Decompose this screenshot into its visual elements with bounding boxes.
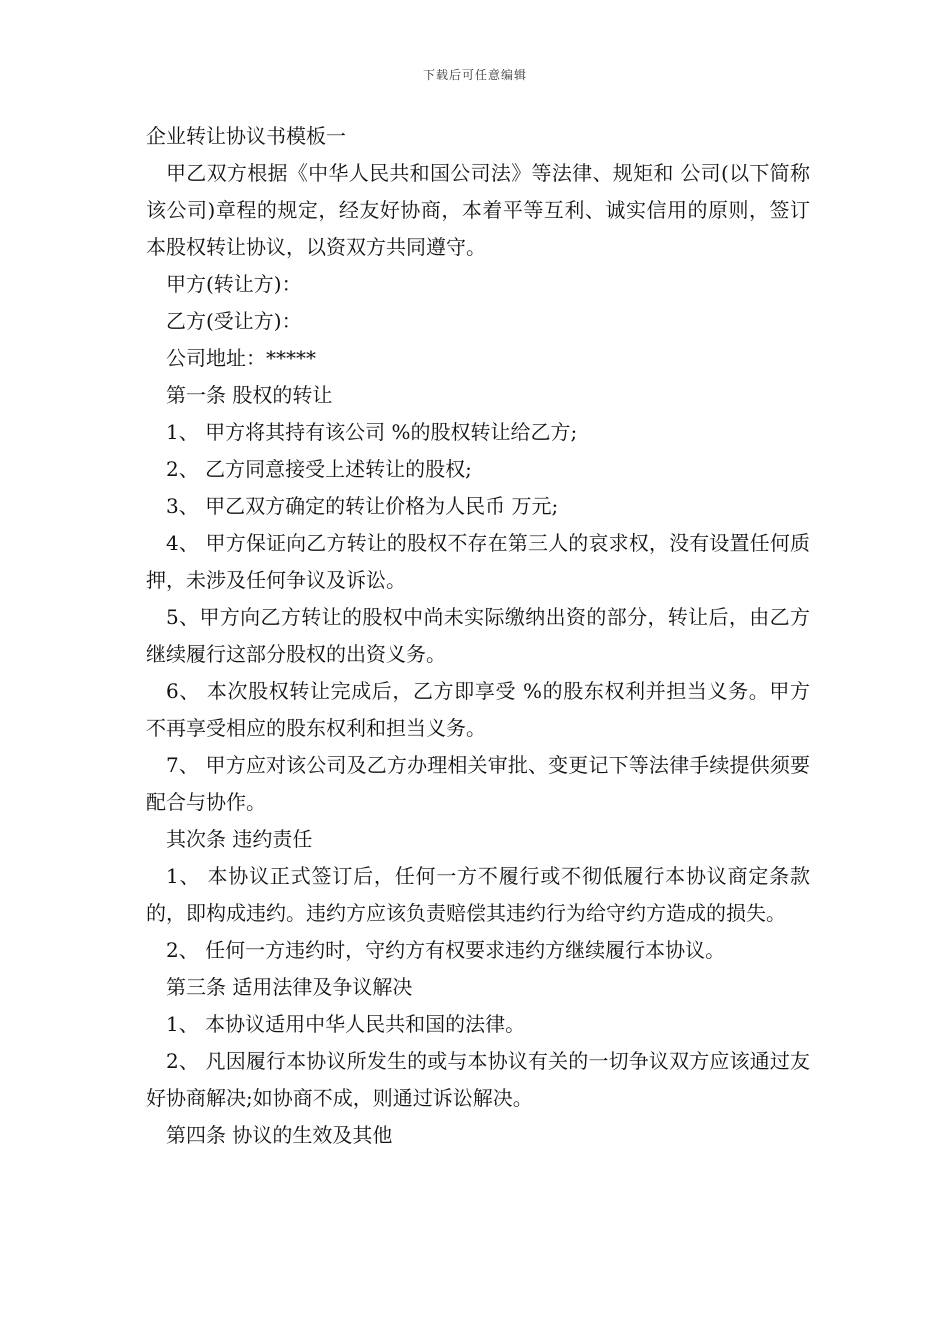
party-b-line: 乙方(受让方)： bbox=[166, 309, 302, 333]
article-3-heading: 第三条 适用法律及争议解决 bbox=[166, 975, 413, 999]
document-body bbox=[146, 118, 810, 1154]
page-header-note: 下载后可任意编辑 bbox=[422, 68, 527, 82]
article-1-clause-3: 3、 甲乙双方确定的转让价格为人民币 万元; bbox=[166, 494, 559, 518]
article-1-clause-6: 6、 本次股权转让完成后，乙方即享受 %的股东权利并担当义务。甲方不再享受相应的股东权利和担当义务。 bbox=[146, 679, 810, 740]
party-a-line: 甲方(转让方)： bbox=[166, 272, 302, 296]
article-2-heading: 其次条 违约责任 bbox=[166, 827, 313, 851]
article-3-clause-2: 2、 凡因履行本协议所发生的或与本协议有关的一切争议双方应该通过友好协商解决;如协商不成，则通过诉讼解决。 bbox=[146, 1049, 810, 1110]
article-4-heading: 第四条 协议的生效及其他 bbox=[166, 1123, 393, 1147]
article-2-clause-2: 2、 任何一方违约时，守约方有权要求违约方继续履行本协议。 bbox=[166, 938, 726, 962]
article-1-clause-1: 1、 甲方将其持有该公司 %的股权转让给乙方; bbox=[166, 420, 578, 444]
article-1-clause-4: 4、 甲方保证向乙方转让的股权不存在第三人的哀求权，没有设置任何质押，未涉及任何争议及诉讼。 bbox=[146, 531, 810, 592]
article-1-clause-2: 2、 乙方同意接受上述转让的股权; bbox=[166, 457, 472, 481]
article-1-clause-7: 7、 甲方应对该公司及乙方办理相关审批、变更记下等法律手续提供须要配合与协作。 bbox=[146, 753, 810, 814]
article-3-clause-1: 1、 本协议适用中华人民共和国的法律。 bbox=[166, 1012, 526, 1036]
article-1-clause-5: 5、甲方向乙方转让的股权中尚未实际缴纳出资的部分，转让后，由乙方继续履行这部分股权的出资义务。 bbox=[146, 605, 810, 666]
article-2-clause-1: 1、 本协议正式签订后，任何一方不履行或不彻低履行本协议商定条款的，即构成违约。违约方应该负责赔偿其违约行为给守约方造成的损失。 bbox=[146, 864, 810, 925]
article-1-heading: 第一条 股权的转让 bbox=[166, 383, 333, 407]
document-title: 企业转让协议书模板一 bbox=[146, 124, 346, 148]
preamble-paragraph: 甲乙双方根据《中华人民共和国公司法》等法律、规矩和 公司(以下简称该公司)章程的规定，经友好协商，本着平等互利、诚实信用的原则，签订本股权转让协议，以资双方共同遵守。 bbox=[146, 161, 810, 259]
company-address-line: 公司地址：***** bbox=[166, 346, 316, 370]
